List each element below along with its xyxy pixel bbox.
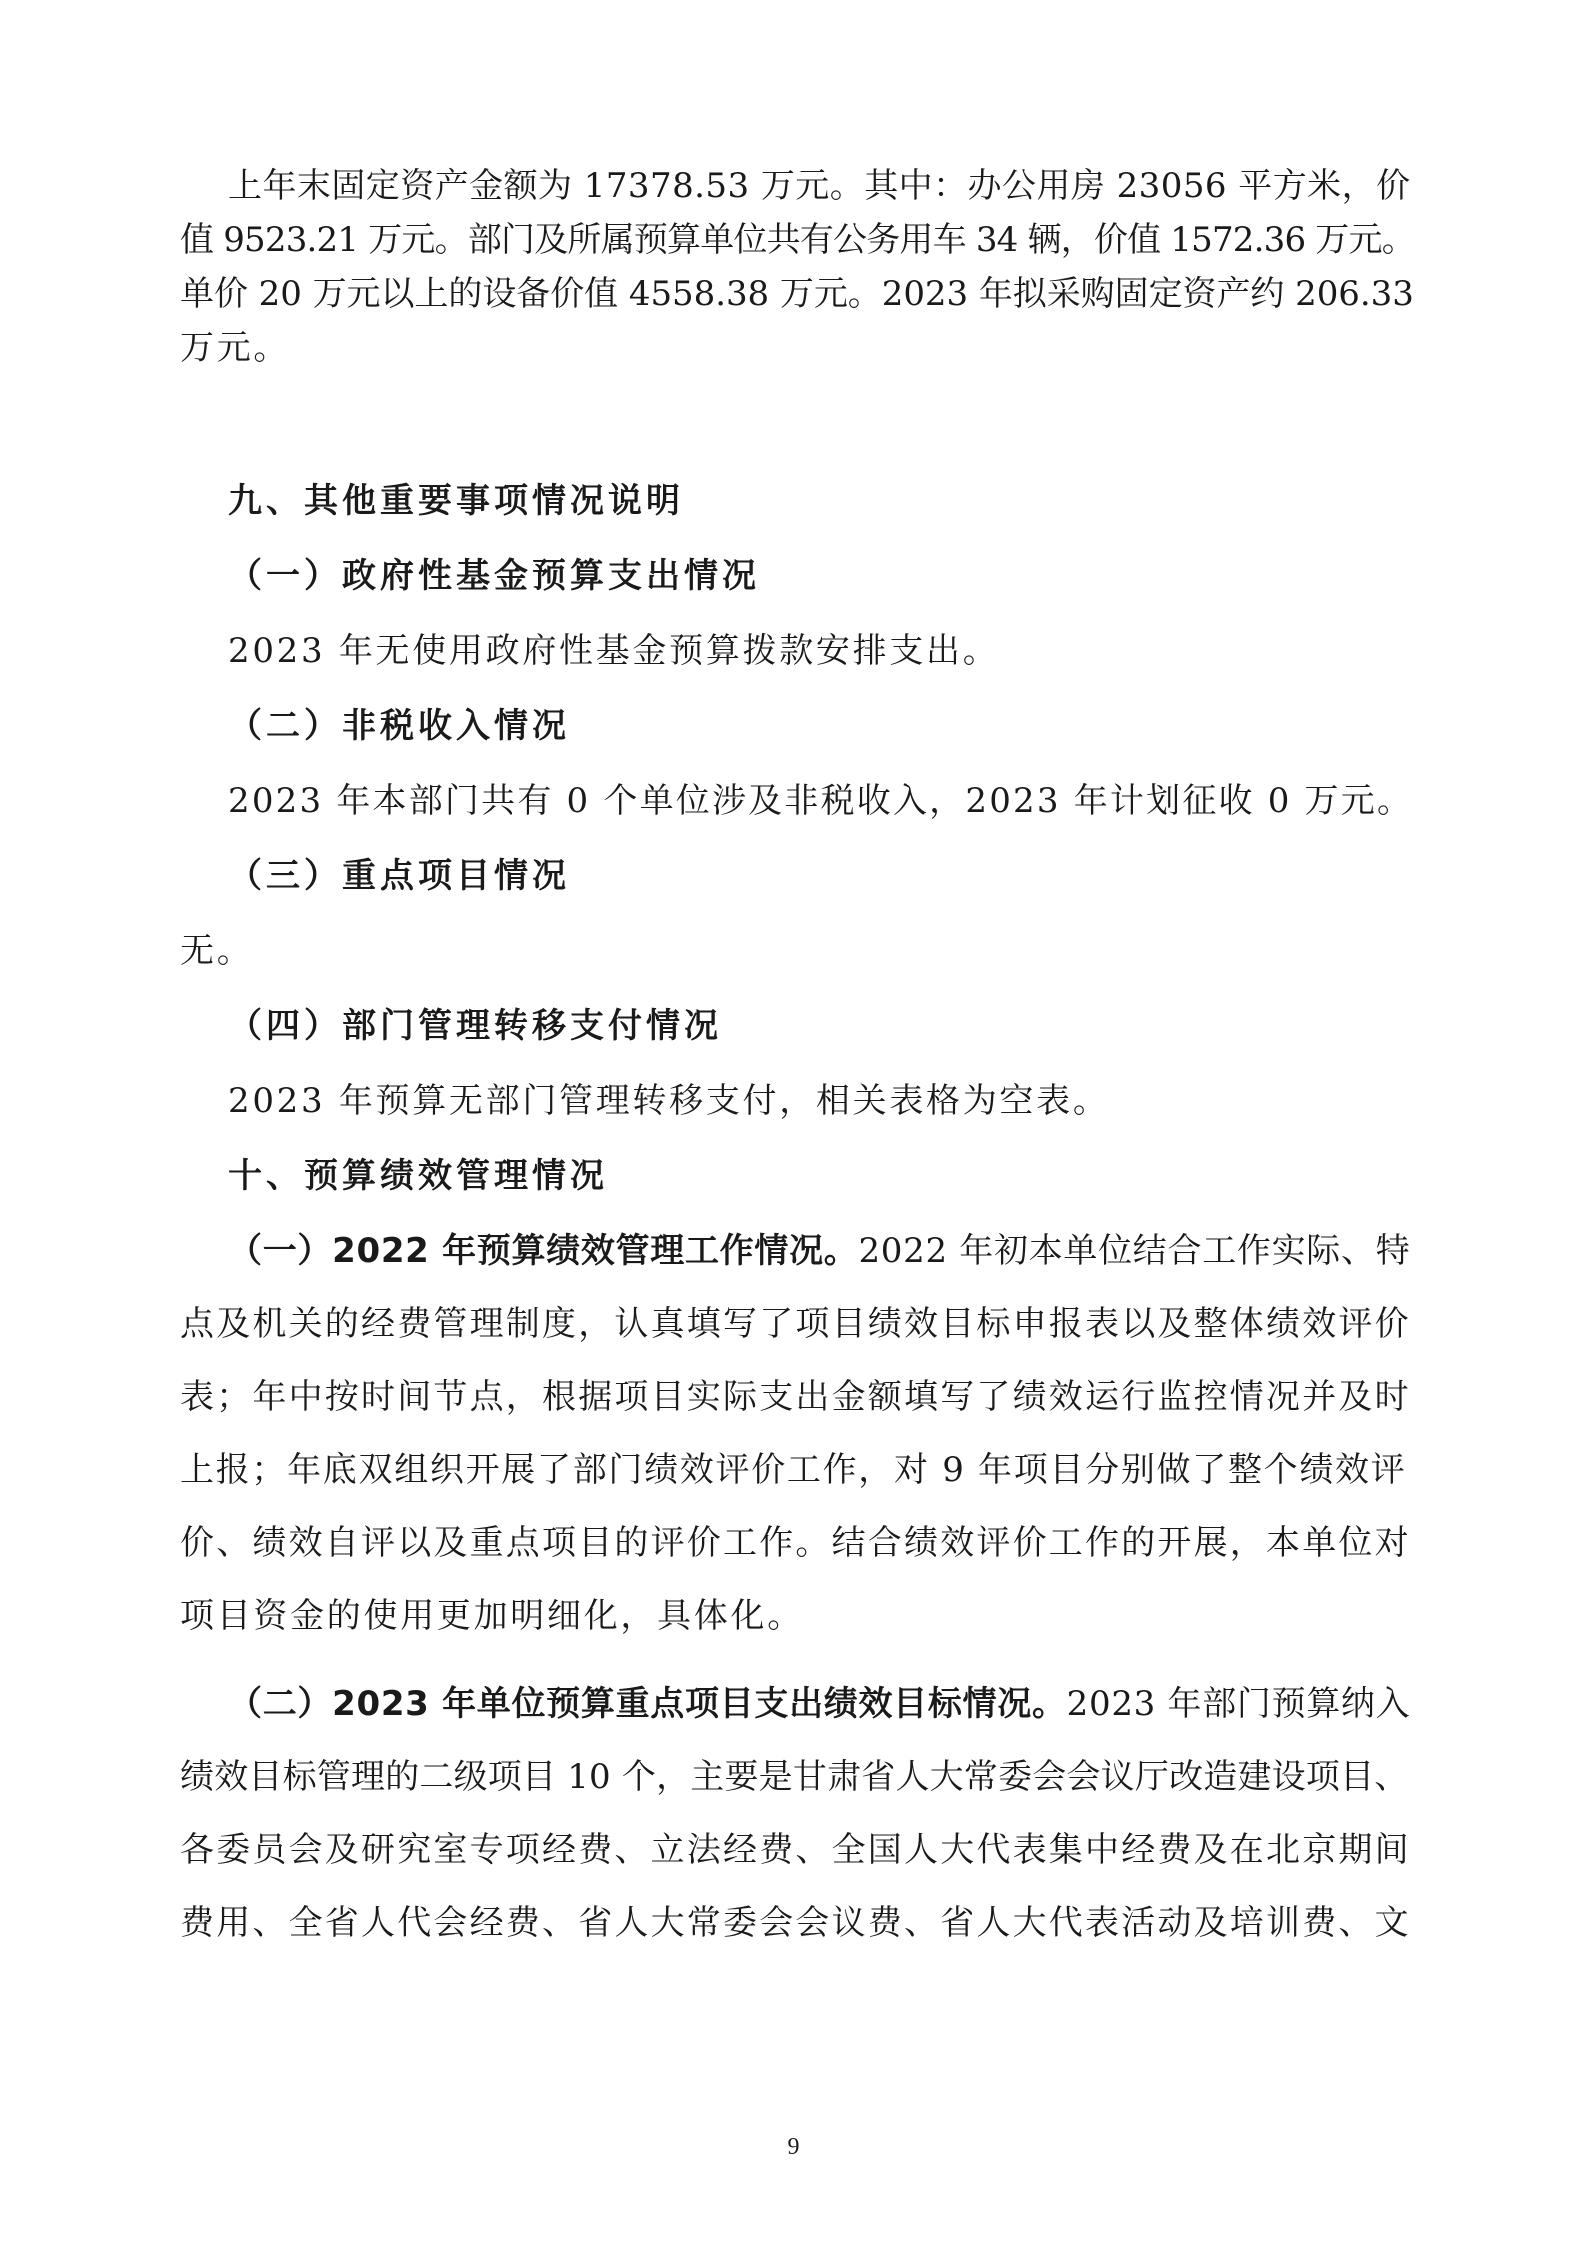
paragraph-line: 价、绩效自评以及重点项目的评价工作。结合绩效评价工作的开展，本单位对: [180, 1523, 1411, 1563]
subsection-heading: （一）政府性基金预算支出情况: [228, 556, 760, 596]
paragraph-line: 绩效目标管理的二级项目 10 个，主要是甘肃省人大常委会会议厅改造建设项目、: [180, 1757, 1409, 1797]
section-heading: 十、预算绩效管理情况: [228, 1156, 608, 1196]
inline-heading: （二）2023 年单位预算重点项目支出绩效目标情况。: [228, 1684, 1067, 1724]
paragraph-line: 2023 年本部门共有 0 个单位涉及非税收入，2023 年计划征收 0 万元。: [228, 781, 1414, 821]
paragraph-line: 表；年中按时间节点，根据项目实际支出金额填写了绩效运行监控情况并及时: [180, 1377, 1411, 1417]
paragraph-line: 2023 年预算无部门管理转移支付，相关表格为空表。: [228, 1081, 1110, 1121]
paragraph-line: 上年末固定资产金额为 17378.53 万元。其中：办公用房 23056 平方米，价: [228, 166, 1411, 206]
paragraph-line: 上报；年底双组织开展了部门绩效评价工作，对 9 年项目分别做了整个绩效评: [180, 1450, 1407, 1490]
paragraph-line: 项目资金的使用更加明细化，具体化。: [180, 1596, 804, 1636]
section-heading: 九、其他重要事项情况说明: [228, 481, 684, 521]
inline-heading: （一）2022 年预算绩效管理工作情况。: [228, 1231, 859, 1271]
paragraph-line: （二）2023 年单位预算重点项目支出绩效目标情况。2023 年部门预算纳入: [228, 1684, 1411, 1724]
subsection-heading: （三）重点项目情况: [228, 856, 570, 896]
paragraph-line: 点及机关的经费管理制度，认真填写了项目绩效目标申报表以及整体绩效评价: [180, 1304, 1411, 1344]
paragraph-line: 2023 年无使用政府性基金预算拨款安排支出。: [228, 631, 1000, 671]
paragraph-line: 单价 20 万元以上的设备价值 4558.38 万元。2023 年拟采购固定资产约 206.33: [180, 274, 1414, 314]
paragraph-line: 万元。: [180, 328, 291, 368]
subsection-heading: （二）非税收入情况: [228, 706, 570, 746]
paragraph-line: 费用、全省人代会经费、省人大常委会会议费、省人大代表活动及培训费、文: [180, 1903, 1411, 1943]
paragraph-line: 各委员会及研究室专项经费、立法经费、全国人大代表集中经费及在北京期间: [180, 1830, 1411, 1870]
paragraph-line: 无。: [180, 931, 254, 971]
paragraph-line: 值 9523.21 万元。部门及所属预算单位共有公务用车 34 辆，价值 1572.36 万元。: [180, 220, 1415, 260]
page-number: 9: [787, 2134, 800, 2160]
paragraph-line: （一）2022 年预算绩效管理工作情况。2022 年初本单位结合工作实际、特: [228, 1231, 1411, 1271]
subsection-heading: （四）部门管理转移支付情况: [228, 1006, 722, 1046]
